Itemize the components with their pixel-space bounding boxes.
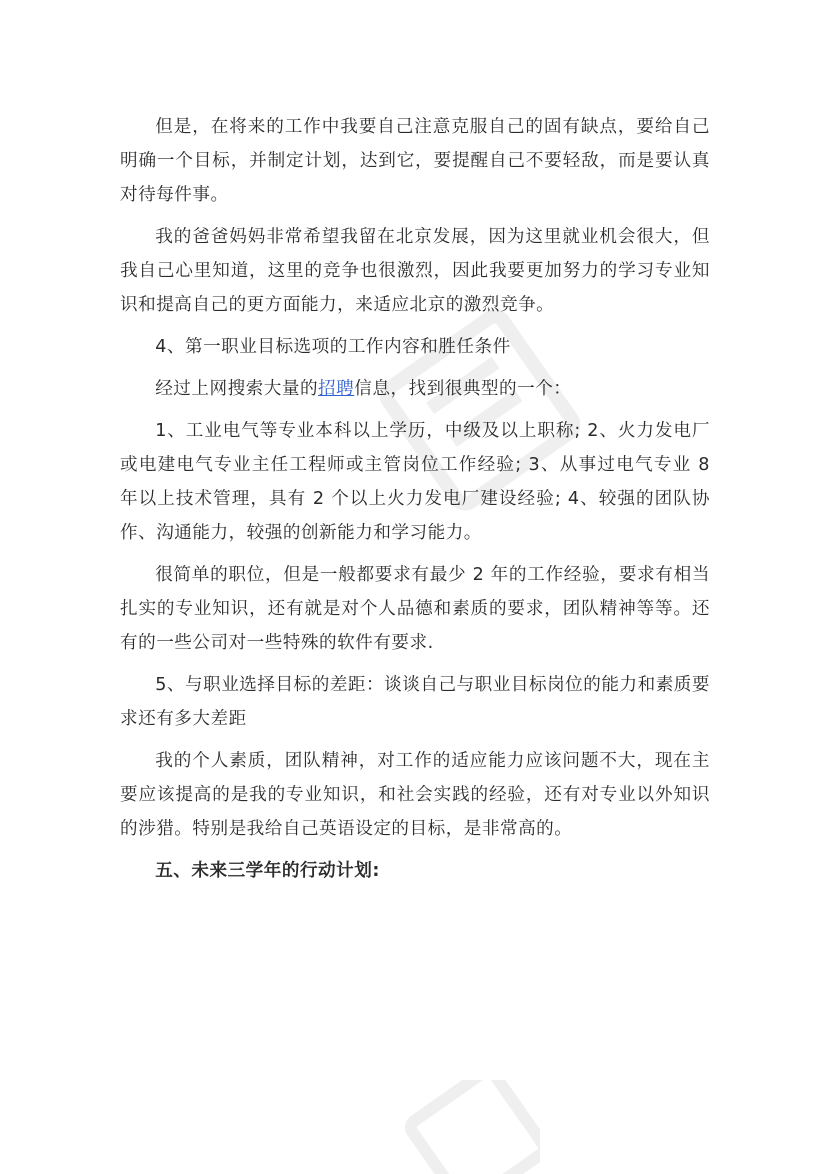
recruitment-link[interactable]: 招聘 xyxy=(318,379,355,399)
paragraph-personal-quality: 我的个人素质，团队精神，对工作的适应能力应该问题不大，现在主要应该提高的是我的专业知识，和社会实践的经验，还有对专业以外知识的涉猎。特别是我给自己英语设定的目标，是非常高的。 xyxy=(120,751,710,839)
paragraph-search xyxy=(120,372,710,406)
paragraph-position: 很简单的职位，但是一般都要求有最少 2 年的工作经验，要求有相当扎实的专业知识，还有就是对个人品德和素质的要求，团队精神等等。还有的一些公司对一些特殊的软件有要求. xyxy=(120,565,710,653)
subheading-job-content: 4、第一职业目标选项的工作内容和胜任条件 xyxy=(155,337,511,357)
paragraph-beijing: 我的爸爸妈妈非常希望我留在北京发展，因为这里就业机会很大，但我自己心里知道，这里的竞争也很激烈，因此我要更加努力的学习专业知识和提高自己的更方面能力，来适应北京的激烈竞争。 xyxy=(120,227,710,315)
paragraph-goal: 但是，在将来的工作中我要自己注意克服自己的固有缺点，要给自己明确一个目标，并制定计划，达到它，要提醒自己不要轻敌，而是要认真对待每件事。 xyxy=(120,117,710,205)
watermark-graphic-bottom xyxy=(400,1080,540,1174)
paragraph-requirements: 1、工业电气等专业本科以上学历，中级及以上职称; 2、火力发电厂或电建电气专业主任工程师或主管岗位工作经验; 3、从事过电气专业 8 年以上技术管理，具有 2 个以上火力发电厂建设经验; 4、较强的团队协作、沟通能力，较强的创新能力和学习能力。 xyxy=(120,421,710,543)
document-body xyxy=(120,110,710,888)
subheading-gap: 5、与职业选择目标的差距：谈谈自己与职业目标岗位的能力和素质要求还有多大差距 xyxy=(120,675,710,729)
search-text-after: 信息，找到很典型的一个： xyxy=(354,379,572,399)
section-heading-action-plan: 五、未来三学年的行动计划: xyxy=(155,861,380,881)
search-text-before: 经过上网搜索大量的 xyxy=(155,379,319,399)
